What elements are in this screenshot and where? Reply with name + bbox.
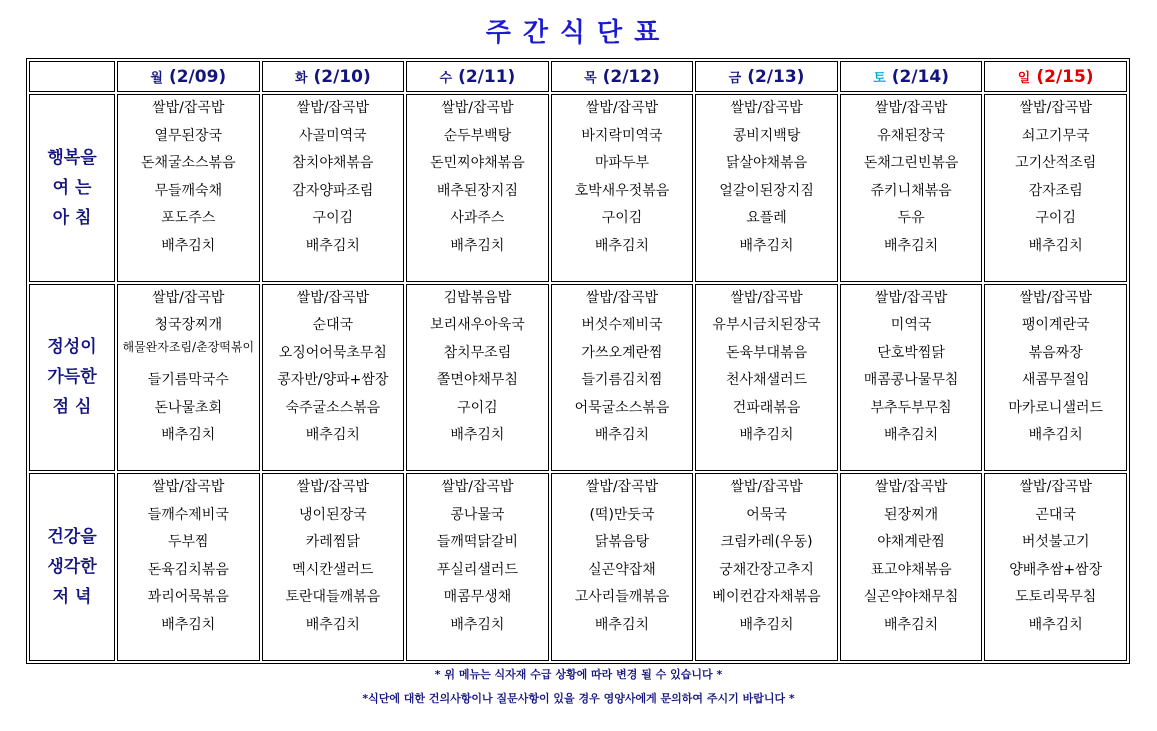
dish-item: 유채된장국: [877, 127, 945, 144]
dish-item: 배추김치: [450, 616, 505, 633]
dish-item: 배추된장지짐: [436, 182, 518, 199]
dish-item: 배추김치: [161, 237, 216, 254]
day-header: [406, 61, 549, 92]
dish-item: 들기름막국수: [147, 372, 229, 389]
dish-item: 쌀밥/잡곡밥: [874, 479, 948, 496]
meal-label-line: 행복을: [47, 147, 97, 168]
dish-item: 숙주굴소스볶음: [285, 399, 381, 416]
dish-item: 쌀밥/잡곡밥: [296, 100, 370, 116]
day-date: (2/09): [168, 66, 227, 87]
dish-item: 순대국: [312, 317, 354, 334]
menu-cell: [262, 284, 405, 472]
day-char: 수: [439, 70, 453, 86]
dish-item: 볶음짜장: [1028, 344, 1083, 361]
dish-item: 가쓰오계란찜: [581, 344, 663, 361]
dish-item: 콩자반/양파+쌈장: [277, 372, 389, 389]
dish-item: 마카로니샐러드: [1008, 399, 1104, 416]
dish-item: 실곤약야채무침: [863, 589, 959, 606]
dish-item: 쌀밥/잡곡밥: [1019, 100, 1092, 116]
menu-cell: [117, 473, 260, 661]
meal-label-line: 건강을: [47, 527, 97, 548]
dish-item: 냉이된장국: [299, 506, 367, 523]
dish-item: 쌀밥/잡곡밥: [441, 100, 514, 116]
dish-item: 무들깨숙채: [154, 182, 223, 199]
menu-cell: [551, 284, 694, 472]
menu-cell: [406, 284, 549, 472]
dish-item: 궁채간장고추지: [719, 561, 814, 578]
menu-cell: [984, 284, 1127, 472]
day-date: (2/12): [602, 66, 660, 87]
dish-item: 쌀밥/잡곡밥: [585, 479, 659, 496]
day-header: [984, 61, 1127, 92]
meal-label-line: 아 침: [52, 207, 92, 228]
dish-item: 쌀밥/잡곡밥: [296, 479, 370, 496]
meal-label: [29, 473, 115, 661]
dish-item: 배추김치: [1028, 237, 1083, 254]
dish-item: 쌀밥/잡곡밥: [1019, 289, 1092, 306]
meal-row: [29, 284, 1127, 472]
day-char: 일: [1017, 70, 1031, 86]
dish-item: 어묵국: [746, 506, 787, 523]
dish-item: 베이컨감자채볶음: [712, 589, 821, 606]
dish-item: 쌀밥/잡곡밥: [730, 100, 803, 116]
day-char: 목: [584, 70, 597, 86]
dish-item: 꽈리어묵볶음: [147, 589, 229, 606]
dish-item: 쫄면야채무침: [436, 372, 518, 389]
meal-label-line: 가득한: [47, 367, 97, 388]
day-header: [117, 61, 260, 92]
dish-item: 양배추쌈+쌈장: [1009, 561, 1103, 578]
menu-cell: [117, 94, 260, 282]
dish-item: 호박새우젓볶음: [574, 182, 670, 199]
meal-label-line: 저 녁: [52, 587, 92, 608]
dish-item: 배추김치: [1028, 427, 1083, 444]
day-date: (2/14): [891, 66, 949, 87]
dish-item: 고기산적조림: [1015, 155, 1097, 171]
dish-item: 들기름김치찜: [581, 372, 663, 389]
dish-item: 배추김치: [739, 237, 794, 254]
dish-item: 실곤약잡채: [588, 561, 656, 578]
dish-item: 돈채그린빈볶음: [863, 155, 959, 171]
dish-item: 도토리묵무침: [1015, 589, 1097, 606]
day-date: (2/15): [1036, 66, 1094, 87]
meal-label: [29, 94, 115, 282]
menu-cell: [984, 94, 1127, 282]
dish-item: 매콤무생채: [443, 589, 512, 606]
dish-item: 해물완자조림/춘장떡볶이: [122, 339, 255, 354]
dish-item: 매콤콩나물무침: [863, 372, 959, 389]
dish-item: 참치무조림: [443, 344, 512, 361]
dish-item: 쌀밥/잡곡밥: [152, 479, 225, 496]
dish-item: 구이김: [457, 399, 498, 416]
dish-item: 두유: [897, 210, 925, 226]
dish-item: 닭볶음탕: [594, 534, 650, 551]
meal-label-line: 여 는: [52, 177, 92, 198]
day-header-row: [29, 61, 1127, 92]
dish-item: 돈채굴소스볶음: [140, 155, 236, 171]
dish-item: 감자양파조림: [292, 182, 374, 199]
meal-label-line: 정성이: [47, 337, 97, 358]
menu-cell: [262, 473, 405, 661]
dish-item: 바지락미역국: [581, 127, 663, 144]
dish-item: 들깨수제비국: [147, 506, 229, 523]
menu-cell: [551, 473, 694, 661]
dish-item: 버섯수제비국: [581, 317, 663, 334]
dish-item: 포도주스: [161, 210, 216, 226]
notice-change: * 위 메뉴는 식자재 수급 상황에 따라 변경 될 수 있습니다 *: [434, 668, 723, 681]
dish-item: 팽이계란국: [1021, 317, 1090, 334]
dish-item: 들깨떡닭갈비: [436, 534, 518, 551]
dish-item: 구이김: [1035, 210, 1076, 226]
dish-item: 콩나물국: [450, 506, 505, 523]
dish-item: 배추김치: [594, 427, 650, 444]
dish-item: 야채계란찜: [877, 534, 945, 551]
menu-cell: [840, 473, 983, 661]
dish-item: 감자조림: [1028, 182, 1083, 199]
menu-cell: [695, 473, 838, 661]
dish-item: 건파래볶음: [732, 399, 801, 416]
dish-item: 오징어어묵초무침: [278, 344, 387, 361]
day-date: (2/10): [313, 66, 371, 87]
dish-item: 배추김치: [739, 427, 794, 444]
dish-item: 유부시금치된장국: [712, 317, 821, 334]
dish-item: 배추김치: [884, 616, 939, 633]
day-date: (2/13): [747, 66, 805, 87]
menu-cell: [406, 473, 549, 661]
dish-item: 새콤무절임: [1021, 372, 1090, 389]
dish-item: 쌀밥/잡곡밥: [152, 289, 225, 306]
meal-label: [29, 284, 115, 472]
dish-item: 배추김치: [305, 616, 360, 633]
dish-item: 쥬키니채볶음: [870, 182, 952, 199]
dish-item: 돈민찌야채볶음: [430, 155, 525, 171]
page-title: 주간식단표: [485, 18, 672, 48]
dish-item: 돈육김치볶음: [147, 561, 229, 578]
dish-item: 돈육부대볶음: [725, 344, 808, 361]
menu-cell: [406, 94, 549, 282]
meal-label-line: 점 심: [52, 397, 92, 418]
day-header: [551, 61, 694, 92]
dish-item: 버섯불고기: [1021, 534, 1090, 551]
dish-item: 얼갈이된장지짐: [719, 182, 814, 199]
dish-item: 배추김치: [594, 616, 650, 633]
meal-row: [29, 94, 1127, 282]
dish-item: 배추김치: [161, 427, 216, 444]
dish-item: 고사리들깨볶음: [574, 589, 670, 606]
dish-item: 표고야채볶음: [870, 561, 952, 578]
dish-item: 멕시칸샐러드: [292, 561, 374, 578]
dish-item: 쇠고기무국: [1021, 127, 1090, 144]
dish-item: 참치야채볶음: [292, 155, 374, 171]
dish-item: 쌀밥/잡곡밥: [296, 289, 370, 306]
dish-item: 쌀밥/잡곡밥: [1019, 479, 1092, 496]
dish-item: 사골미역국: [299, 127, 367, 144]
dish-item: 닭살야채볶음: [725, 155, 808, 171]
dish-item: 쌀밥/잡곡밥: [874, 100, 948, 116]
dish-item: 요플레: [746, 210, 787, 226]
menu-body: [29, 94, 1127, 661]
dish-item: 토란대들깨볶음: [285, 589, 381, 606]
dish-item: 쌀밥/잡곡밥: [585, 100, 659, 116]
notice-contact: *식단에 대한 건의사항이나 질문사항이 있을 경우 영양사에게 문의하여 주시기 바랍니다 *: [362, 692, 795, 705]
dish-item: 배추김치: [305, 427, 360, 444]
dish-item: 부추두부무침: [870, 399, 952, 416]
dish-item: 미역국: [890, 317, 932, 334]
dish-item: 구이김: [312, 210, 354, 226]
day-char: 금: [728, 70, 742, 86]
dish-item: 쌀밥/잡곡밥: [441, 479, 514, 496]
menu-cell: [840, 284, 983, 472]
menu-cell: [551, 94, 694, 282]
dish-item: 푸실리샐러드: [436, 561, 518, 578]
day-char: 월: [150, 70, 163, 86]
dish-item: 쌀밥/잡곡밥: [585, 289, 659, 306]
dish-item: 배추김치: [1028, 616, 1083, 633]
menu-cell: [840, 94, 983, 282]
dish-item: 콩비지백탕: [732, 127, 801, 144]
dish-item: 배추김치: [739, 616, 794, 633]
dish-item: 보리새우아욱국: [430, 317, 525, 334]
dish-item: 천사채샐러드: [725, 372, 808, 389]
dish-item: 배추김치: [884, 237, 939, 254]
dish-item: 쌀밥/잡곡밥: [874, 289, 948, 306]
dish-item: 청국장찌개: [154, 317, 223, 334]
dish-item: 크림카레(우동): [720, 534, 813, 551]
dish-item: 사과주스: [450, 210, 505, 226]
dish-item: 쌀밥/잡곡밥: [730, 479, 803, 496]
dish-item: 김밥볶음밥: [443, 289, 512, 306]
dish-item: 쌀밥/잡곡밥: [730, 289, 803, 306]
dish-item: 배추김치: [161, 616, 216, 633]
dish-item: 순두부백탕: [443, 127, 512, 144]
dish-item: 카레찜닭: [305, 534, 360, 551]
menu-cell: [262, 94, 405, 282]
dish-item: (떡)만둣국: [589, 506, 655, 523]
dish-item: 배추김치: [450, 237, 505, 254]
dish-item: 배추김치: [884, 427, 939, 444]
day-header: [695, 61, 838, 92]
day-header: [262, 61, 405, 92]
menu-cell: [695, 284, 838, 472]
dish-item: 열무된장국: [154, 127, 223, 144]
dish-item: 두부찜: [167, 534, 209, 551]
meal-row: [29, 473, 1127, 661]
day-date: (2/11): [458, 66, 516, 87]
dish-item: 돈나물초회: [154, 399, 223, 416]
dish-item: 쌀밥/잡곡밥: [152, 100, 225, 116]
meal-label-line: 생각한: [47, 557, 97, 578]
day-char: 화: [294, 70, 308, 86]
corner-cell: [29, 61, 115, 92]
dish-item: 배추김치: [305, 237, 360, 254]
dish-item: 곤대국: [1035, 506, 1076, 523]
menu-cell: [117, 284, 260, 472]
dish-item: 배추김치: [594, 237, 650, 254]
dish-item: 어묵굴소스볶음: [574, 399, 670, 416]
dish-item: 마파두부: [594, 155, 650, 171]
menu-cell: [695, 94, 838, 282]
dish-item: 구이김: [601, 210, 643, 226]
day-char: 토: [873, 70, 886, 86]
dish-item: 단호박찜닭: [877, 344, 945, 361]
menu-table: [26, 58, 1130, 664]
dish-item: 된장찌개: [884, 506, 939, 523]
dish-item: 배추김치: [450, 427, 505, 444]
day-header: [840, 61, 983, 92]
menu-cell: [984, 473, 1127, 661]
